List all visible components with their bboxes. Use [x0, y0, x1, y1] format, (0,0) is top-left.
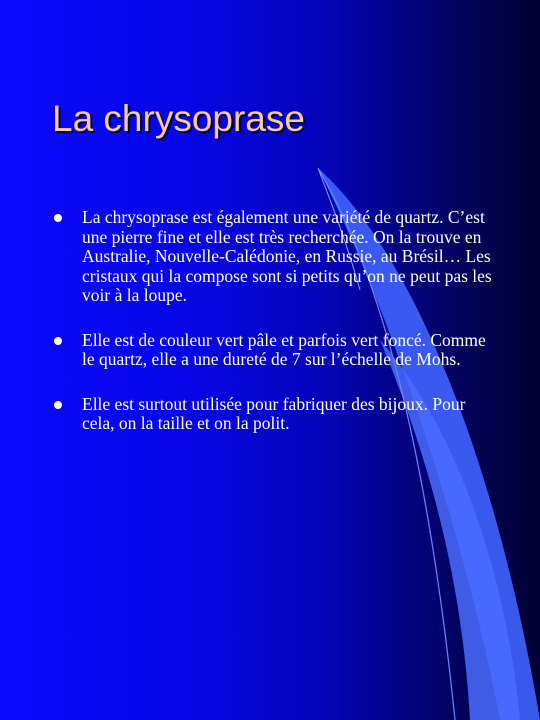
bullet-dot-icon: [54, 214, 62, 222]
bullet-item: [54, 395, 494, 434]
slide-title: La chrysoprase: [52, 98, 305, 139]
bullet-text: La chrysoprase est également une variété de quartz. C’est une pierre fine et elle est très recherchée. On la trouve en Australie, Nouvelle-Calédonie, en Russie, au Brésil… Les cristaux qui la compose sont si petits qu’on ne peut pas les voir à la loupe.: [82, 207, 492, 305]
bullet-text: Elle est surtout utilisée pour fabriquer des bijoux. Pour cela, on la taille et on la polit.: [82, 393, 466, 433]
bullet-dot-icon: [54, 337, 62, 345]
bullet-list: [54, 208, 494, 459]
bullet-text: Elle est de couleur vert pâle et parfois vert foncé. Comme le quartz, elle a une dureté de 7 sur l’échelle de Mohs.: [82, 329, 486, 369]
bullet-item: [54, 331, 494, 370]
bullet-item: [54, 208, 494, 306]
bullet-dot-icon: [54, 401, 62, 409]
